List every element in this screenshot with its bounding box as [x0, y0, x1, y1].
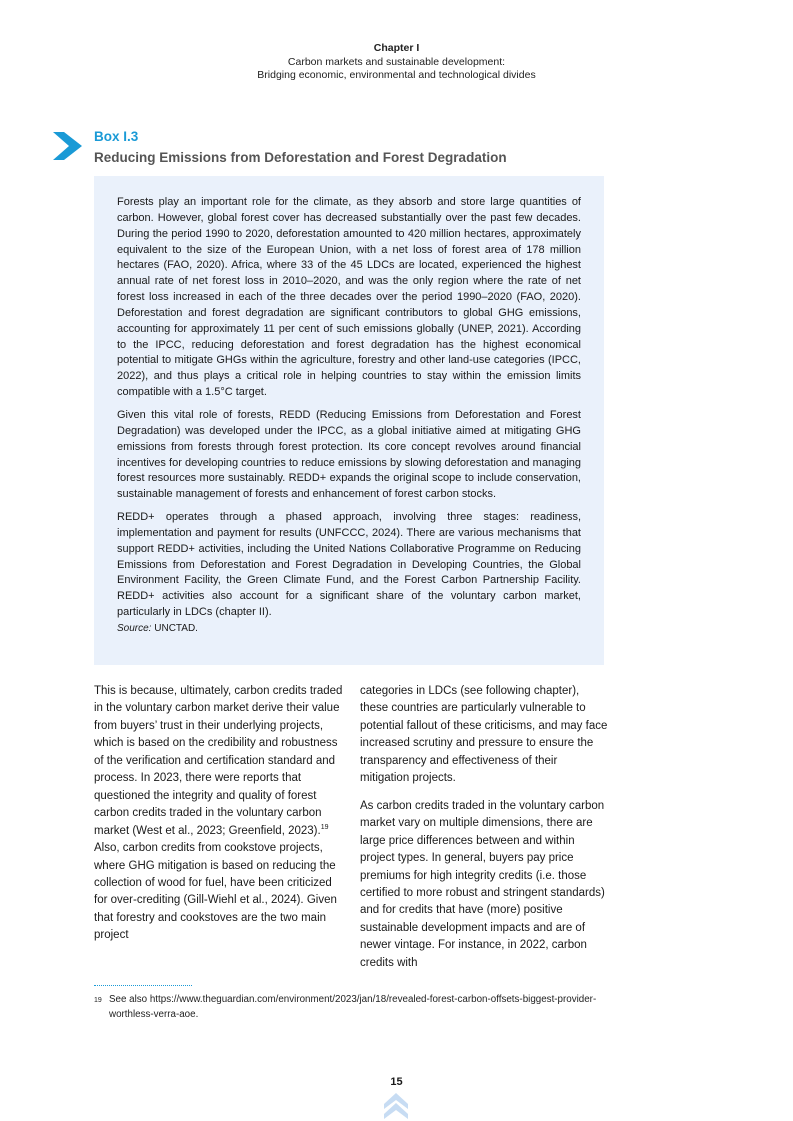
body-column-left	[94, 683, 344, 955]
chevron-right-icon	[53, 132, 82, 160]
body-text: Also, carbon credits from cookstove projects, where GHG mitigation is based on reducing the collection of wood for fuel, have been criticized for over-crediting (Gill-Wiehl et al., 2024). Given that forestry and cookstoves are the two main project	[94, 842, 337, 942]
footnote-divider	[94, 985, 192, 986]
footnote-reference[interactable]: 19	[320, 823, 329, 831]
footnote-text[interactable]: See also https://www.theguardian.com/environment/2023/jan/18/revealed-forest-carbon-offsets-biggest-provider-worthless-verra-aoe.	[109, 994, 597, 1020]
body-paragraph	[94, 683, 344, 945]
body-paragraph: As carbon credits traded in the voluntary carbon market vary on multiple dimensions, there are large price differences between and within project types. In general, buyers pay price premiums for high integrity credits (i.e. those certified to more robust and stringent standards) and for credits that have (more) positive sustainable development impacts and are of newer vintage. For instance, in 2022, carbon credits with	[360, 799, 605, 969]
chevron-up-icon[interactable]	[384, 1090, 408, 1121]
body-paragraph: categories in LDCs (see following chapter), these countries are particularly vulnerable to potential fallout of these criticisms, and may face increased scrutiny and pressure to ensure the transparency and effectiveness of their mitigation projects.	[360, 685, 608, 785]
running-header	[0, 42, 793, 83]
box-paragraph: Forests play an important role for the climate, as they absorb and store large quantities of carbon. However, global forest cover has decreased substantially over the past few decades. During the period 1990 to 2020, deforestation amounted to 420 million hectares, approximately equivalent to the size of the European Union, with a net loss of forest area of 178 million hectares (FAO, 2020). Africa, where 33 of the 45 LDCs are located, experienced the highest annual rate of net forest loss in 2010–2020, and was the only region where the rate of net forest loss increased in each of the three decades over the period 1990–2020 (FAO, 2020). Deforestation and forest degradation are significant contributors to global GHG emissions, accounting for approximately 11 per cent of such emissions globally (UNEP, 2021). According to the IPCC, reducing deforestation and forest degradation has the highest economical potential to mitigate GHGs within the agriculture, forestry and other land-use categories (IPCC, 2022), and thus plays a critical role in helping countries to stay within the emission limits compatible with a 1.5°C target.	[117, 196, 581, 399]
box-paragraph: REDD+ operates through a phased approach, involving three stages: readiness, implementation and payment for results (UNFCCC, 2024). There are various mechanisms that support REDD+ activities, including the United Nations Collaborative Programme on Reducing Emissions from Deforestation and Forest Degradation in Developing Countries, the Global Environment Facility, the Green Climate Fund, and the Forest Carbon Partnership Facility. REDD+ activities also account for a significant share of the voluntary carbon market, particularly in LDCs (chapter II).	[117, 511, 581, 619]
footnote	[94, 993, 606, 1022]
box-title: Reducing Emissions from Deforestation and Forest Degradation	[94, 150, 507, 165]
footnote-number: 19	[94, 997, 102, 1004]
box-paragraph: Given this vital role of forests, REDD (Reducing Emissions from Deforestation and Forest Degradation) was developed under the IPCC, as a global initiative aimed at mitigating GHG emissions from forests through forest protection. Its core concept revolves around financial incentives for developing countries to reduce emissions by slowing deforestation and managing forest resources more sustainably. REDD+ expands the original scope to include conservation, sustainable management of forests and enhancement of forest carbon stocks.	[117, 408, 581, 501]
page-number: 15	[390, 1076, 403, 1088]
chapter-subtitle-line1: Carbon markets and sustainable development:	[287, 55, 506, 68]
body-column-right	[360, 683, 608, 982]
source-label: Source:	[117, 622, 152, 634]
body-text: This is because, ultimately, carbon credits traded in the voluntary carbon market derive their value from buyers’ trust in their underlying projects, which is based on the credibility and robustness of the verification and certification standard and process. In 2023, there were reports that questioned the integrity and quality of forest carbon credits traded in the voluntary carbon market (West et al., 2023; Greenfield, 2023).	[94, 685, 343, 837]
box-source	[117, 622, 581, 636]
box-number: Box I.3	[94, 129, 139, 144]
chapter-label: Chapter I	[373, 42, 420, 54]
source-text: UNCTAD.	[154, 622, 198, 634]
box-panel	[94, 176, 604, 665]
chapter-subtitle-line2: Bridging economic, environmental and technological divides	[257, 69, 536, 81]
